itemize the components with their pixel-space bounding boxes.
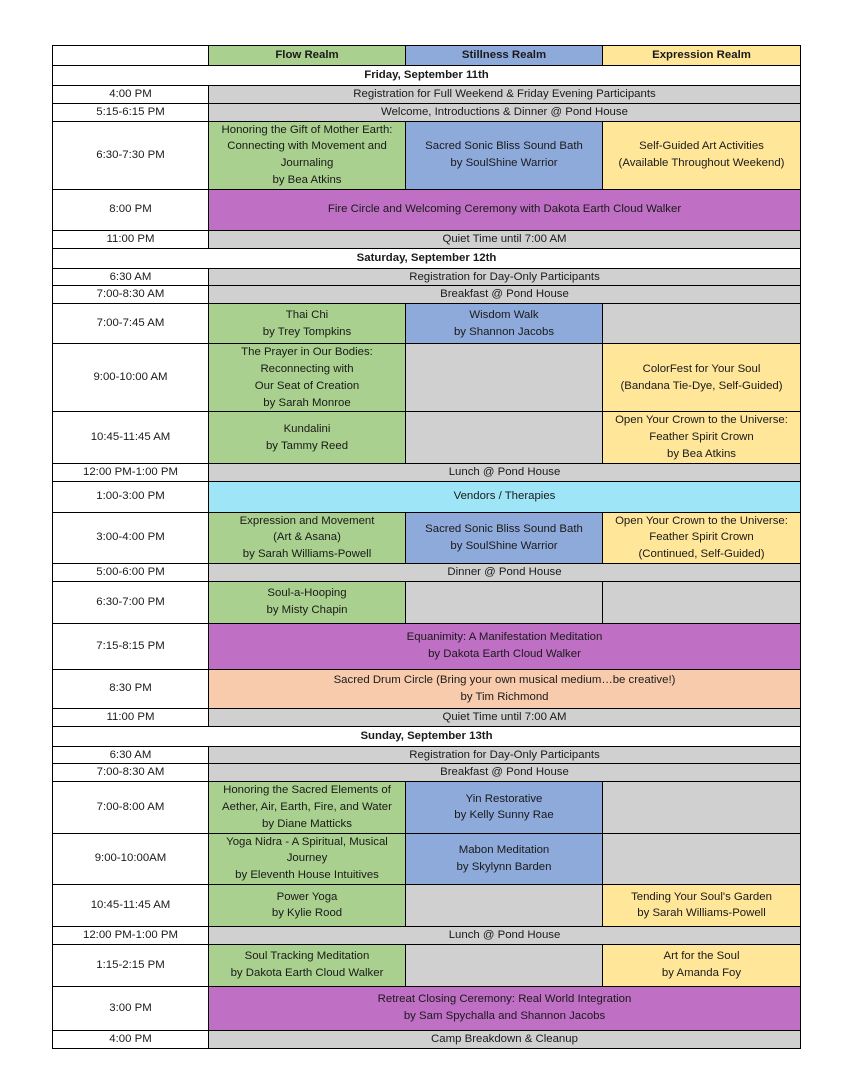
schedule-row	[53, 463, 801, 481]
schedule-row	[53, 884, 801, 926]
schedule-row	[53, 623, 801, 669]
session-line: Journey	[286, 852, 328, 865]
schedule-row	[53, 669, 801, 708]
session-line: Self-Guided Art Activities	[639, 140, 764, 153]
schedule-row	[53, 563, 801, 581]
empty-slot	[603, 782, 801, 833]
event-cell	[209, 669, 801, 708]
session-presenter: by Skylynn Barden	[456, 860, 552, 873]
event-cell: Vendors / Therapies	[209, 481, 801, 512]
session-line: Connecting with Movement and	[227, 140, 387, 153]
event-cell: Breakfast @ Pond House	[209, 286, 801, 304]
time-cell: 3:00-4:00 PM	[53, 512, 209, 563]
expression-session	[603, 412, 801, 463]
empty-slot	[406, 344, 603, 412]
schedule-row	[53, 708, 801, 726]
schedule-row	[53, 764, 801, 782]
time-cell: 4:00 PM	[53, 1030, 209, 1048]
corner-cell	[53, 46, 209, 66]
day-row-sunday	[53, 726, 801, 746]
session-line: Mabon Meditation	[458, 843, 550, 856]
stillness-session	[406, 512, 603, 563]
session-line: Honoring the Sacred Elements of	[223, 784, 391, 797]
event-cell: Quiet Time until 7:00 AM	[209, 708, 801, 726]
header-stillness-realm: Stillness Realm	[406, 46, 603, 66]
schedule-row	[53, 481, 801, 512]
event-line: Equanimity: A Manifestation Meditation	[406, 631, 603, 644]
schedule-row	[53, 189, 801, 230]
time-cell: 6:30-7:30 PM	[53, 121, 209, 189]
schedule-row	[53, 782, 801, 833]
schedule-row	[53, 86, 801, 104]
time-cell: 8:00 PM	[53, 189, 209, 230]
event-cell: Registration for Day-Only Participants	[209, 746, 801, 764]
session-line: (Bandana Tie-Dye, Self-Guided)	[620, 379, 783, 392]
schedule-row	[53, 746, 801, 764]
session-line: Open Your Crown to the Universe:	[615, 414, 788, 427]
stillness-session	[406, 782, 603, 833]
time-cell: 6:30-7:00 PM	[53, 581, 209, 623]
session-line: Feather Spirit Crown	[649, 531, 754, 544]
session-line: Open Your Crown to the Universe:	[615, 514, 788, 527]
time-cell: 7:00-8:30 AM	[53, 286, 209, 304]
session-line: ColorFest for Your Soul	[642, 362, 761, 375]
flow-session	[209, 121, 406, 189]
flow-session	[209, 581, 406, 623]
session-line: Our Seat of Creation	[254, 379, 360, 392]
time-cell: 11:00 PM	[53, 230, 209, 248]
empty-slot	[406, 581, 603, 623]
session-presenter: by SoulShine Warrior	[450, 157, 558, 170]
event-cell: Breakfast @ Pond House	[209, 764, 801, 782]
header-expression-realm: Expression Realm	[603, 46, 801, 66]
session-line: Sacred Sonic Bliss Sound Bath	[425, 140, 583, 153]
event-cell: Dinner @ Pond House	[209, 563, 801, 581]
session-presenter: by Kelly Sunny Rae	[454, 809, 554, 822]
schedule-row	[53, 581, 801, 623]
time-cell: 5:15-6:15 PM	[53, 103, 209, 121]
schedule-row	[53, 103, 801, 121]
stillness-session	[406, 304, 603, 344]
session-line: Sacred Sonic Bliss Sound Bath	[425, 522, 583, 535]
event-cell: Quiet Time until 7:00 AM	[209, 230, 801, 248]
time-cell: 11:00 PM	[53, 708, 209, 726]
event-line: Retreat Closing Ceremony: Real World Integration	[377, 993, 632, 1006]
session-presenter: by Bea Atkins	[272, 173, 342, 186]
expression-session	[603, 512, 801, 563]
flow-session	[209, 884, 406, 926]
event-cell: Lunch @ Pond House	[209, 463, 801, 481]
event-presenter: by Tim Richmond	[460, 690, 549, 703]
session-line: Soul Tracking Meditation	[244, 950, 370, 963]
session-presenter: by Diane Matticks	[262, 817, 352, 830]
header-row	[53, 46, 801, 66]
session-line: Yin Restorative	[465, 792, 543, 805]
session-line: Tending Your Soul's Garden	[631, 890, 772, 903]
time-cell: 12:00 PM-1:00 PM	[53, 463, 209, 481]
day-heading: Friday, September 11th	[53, 66, 801, 86]
schedule-row	[53, 230, 801, 248]
time-cell: 10:45-11:45 AM	[53, 884, 209, 926]
session-presenter: by Eleventh House Intuitives	[235, 869, 379, 882]
flow-session	[209, 833, 406, 884]
schedule-row	[53, 268, 801, 286]
session-presenter: by Trey Tompkins	[262, 325, 352, 338]
session-line: Wisdom Walk	[469, 308, 539, 321]
time-cell: 1:15-2:15 PM	[53, 944, 209, 986]
event-cell: Camp Breakdown & Cleanup	[209, 1030, 801, 1048]
empty-slot	[406, 412, 603, 463]
day-heading: Saturday, September 12th	[53, 248, 801, 268]
session-line: Thai Chi	[285, 308, 329, 321]
event-cell: Lunch @ Pond House	[209, 926, 801, 944]
flow-session	[209, 304, 406, 344]
schedule-row	[53, 833, 801, 884]
schedule-row	[53, 344, 801, 412]
expression-session	[603, 884, 801, 926]
session-line: (Available Throughout Weekend)	[618, 157, 785, 170]
event-line: Sacred Drum Circle (Bring your own musical medium…be creative!)	[333, 673, 676, 686]
time-cell: 7:15-8:15 PM	[53, 623, 209, 669]
session-line: Aether, Air, Earth, Fire, and Water	[222, 800, 392, 813]
session-line: Art for the Soul	[663, 950, 740, 963]
schedule-table	[52, 45, 801, 1049]
expression-session	[603, 944, 801, 986]
flow-session	[209, 344, 406, 412]
event-presenter: by Dakota Earth Cloud Walker	[428, 648, 581, 661]
empty-slot	[603, 581, 801, 623]
event-cell: Registration for Day-Only Participants	[209, 268, 801, 286]
time-cell: 7:00-8:30 AM	[53, 764, 209, 782]
session-presenter: by Amanda Foy	[661, 967, 742, 980]
header-flow-realm: Flow Realm	[209, 46, 406, 66]
session-presenter: by Tammy Reed	[265, 439, 349, 452]
session-presenter: by Sarah Williams-Powell	[242, 548, 372, 561]
session-presenter: by Kylie Rood	[271, 907, 343, 920]
stillness-session	[406, 121, 603, 189]
day-row-friday	[53, 66, 801, 86]
time-cell: 10:45-11:45 AM	[53, 412, 209, 463]
session-presenter: by Sarah Monroe	[263, 396, 351, 409]
empty-slot	[603, 304, 801, 344]
schedule-row	[53, 986, 801, 1030]
session-presenter: by Bea Atkins	[666, 447, 737, 460]
schedule-row	[53, 121, 801, 189]
event-cell: Welcome, Introductions & Dinner @ Pond House	[209, 103, 801, 121]
time-cell: 4:00 PM	[53, 86, 209, 104]
schedule-row	[53, 926, 801, 944]
time-cell: 1:00-3:00 PM	[53, 481, 209, 512]
session-line: Reconnecting with	[260, 362, 354, 375]
session-line: Honoring the Gift of Mother Earth:	[221, 123, 393, 136]
time-cell: 6:30 AM	[53, 268, 209, 286]
session-presenter: by Sarah Williams-Powell	[637, 907, 766, 920]
event-cell: Fire Circle and Welcoming Ceremony with Dakota Earth Cloud Walker	[209, 189, 801, 230]
empty-slot	[406, 884, 603, 926]
event-presenter: by Sam Spychalla and Shannon Jacobs	[403, 1010, 606, 1023]
session-line: Kundalini	[283, 422, 331, 435]
session-line: (Continued, Self-Guided)	[638, 548, 765, 561]
day-heading: Sunday, September 13th	[53, 726, 801, 746]
session-line: Feather Spirit Crown	[649, 431, 754, 444]
session-line: Power Yoga	[276, 890, 338, 903]
time-cell: 9:00-10:00 AM	[53, 344, 209, 412]
empty-slot	[603, 833, 801, 884]
session-presenter: by Dakota Earth Cloud Walker	[230, 967, 384, 980]
session-line: (Art & Asana)	[273, 531, 341, 544]
schedule-row	[53, 412, 801, 463]
session-line: Journaling	[280, 157, 334, 170]
time-cell: 9:00-10:00AM	[53, 833, 209, 884]
time-cell: 7:00-8:00 AM	[53, 782, 209, 833]
session-line: Expression and Movement	[239, 514, 375, 527]
session-presenter: by Misty Chapin	[266, 604, 348, 617]
schedule-row	[53, 304, 801, 344]
schedule-row	[53, 944, 801, 986]
event-cell: Registration for Full Weekend & Friday Evening Participants	[209, 86, 801, 104]
event-cell	[209, 986, 801, 1030]
session-presenter: by Shannon Jacobs	[453, 325, 555, 338]
flow-session	[209, 944, 406, 986]
schedule-row	[53, 512, 801, 563]
schedule-row	[53, 1030, 801, 1048]
time-cell: 3:00 PM	[53, 986, 209, 1030]
session-line: Yoga Nidra - A Spiritual, Musical	[226, 835, 388, 848]
time-cell: 7:00-7:45 AM	[53, 304, 209, 344]
schedule-row	[53, 286, 801, 304]
stillness-session	[406, 833, 603, 884]
event-cell	[209, 623, 801, 669]
flow-session	[209, 512, 406, 563]
time-cell: 12:00 PM-1:00 PM	[53, 926, 209, 944]
expression-session	[603, 344, 801, 412]
time-cell: 6:30 AM	[53, 746, 209, 764]
empty-slot	[406, 944, 603, 986]
flow-session	[209, 782, 406, 833]
session-line: The Prayer in Our Bodies:	[241, 346, 373, 359]
time-cell: 8:30 PM	[53, 669, 209, 708]
session-presenter: by SoulShine Warrior	[450, 539, 558, 552]
time-cell: 5:00-6:00 PM	[53, 563, 209, 581]
session-line: Soul-a-Hooping	[267, 587, 347, 600]
flow-session	[209, 412, 406, 463]
day-row-saturday	[53, 248, 801, 268]
expression-session	[603, 121, 801, 189]
